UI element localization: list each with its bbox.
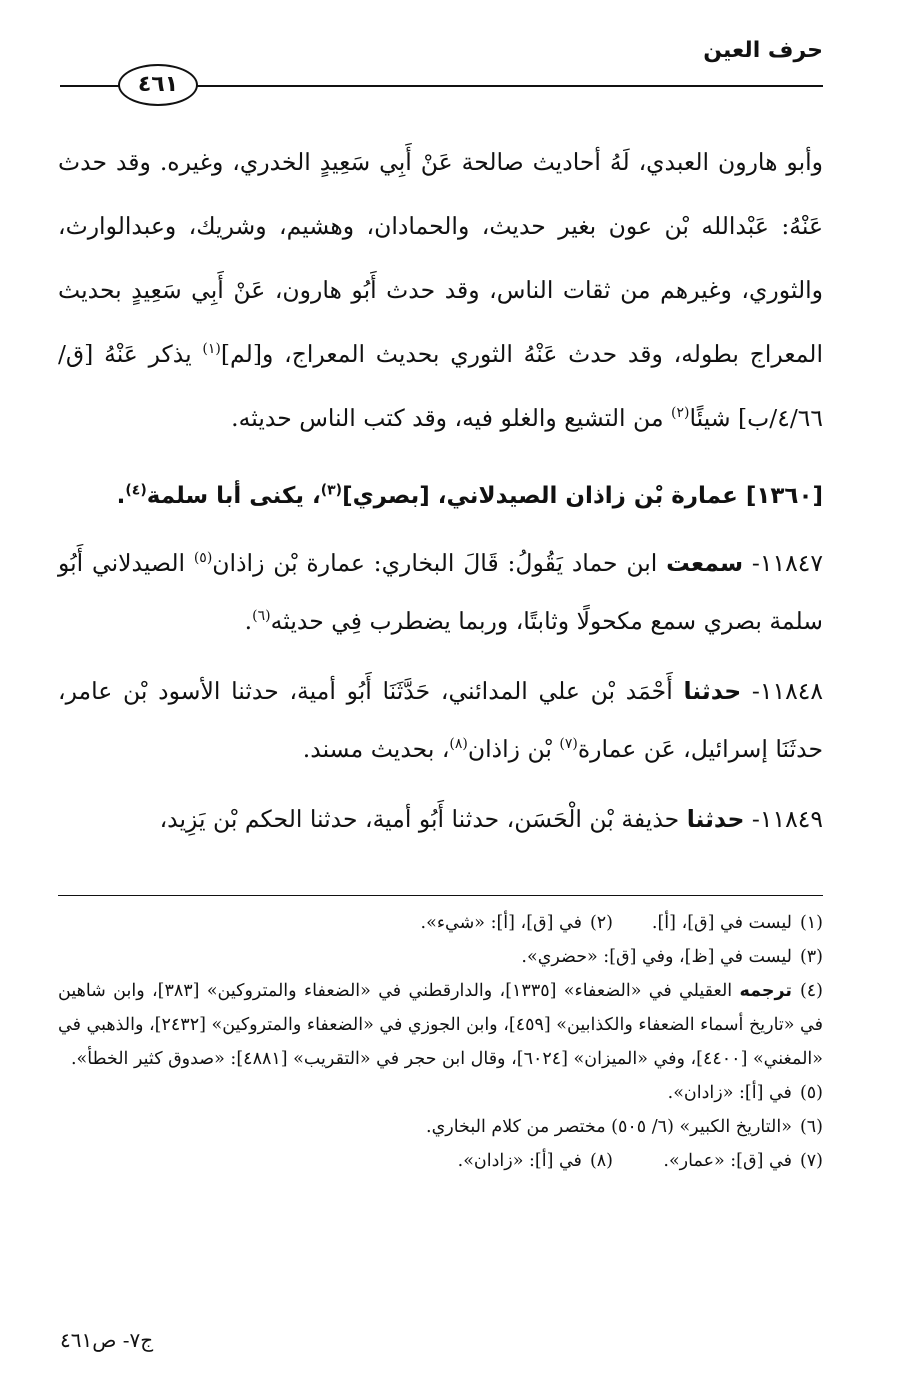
hadith-text: ابن حماد يَقُولُ: قَالَ البخاري: عمارة بْن زاذان xyxy=(212,549,667,577)
footnote-number: (١) xyxy=(799,913,823,933)
entry-heading xyxy=(58,464,823,528)
footnote-text: في [أ]: «زادان». xyxy=(667,1083,792,1103)
footnote-text: العقيلي في «الضعفاء» [١٣٣٥]، والدارقطني في «الضعفاء والمتروكين» [٣٨٣]، وابن شاهين في «تاريخ أسماء الضعفاء والكذابين» [٤٥٩]، وابن الجوزي في «الضعفاء والمتروكين» [٢٤٣٢]، والذهبي في «المغني» [٤٤٠٠]، وفي «الميزان» [٦٠٢٤]، وقال ابن حجر في «التقريب» [٤٨٨١]: «صدوق كثير الخطأ». xyxy=(58,981,824,1069)
hadith-11848 xyxy=(58,662,823,778)
footnote-number: (٧) xyxy=(799,1151,823,1171)
entry-title: [١٣٦٠] عمارة بْن زاذان الصيدلاني، [بصري] xyxy=(342,483,823,509)
footnote-4 xyxy=(58,974,823,1076)
folio-reference: ج٧- ص٤٦١ xyxy=(60,1328,154,1352)
hadith-text: الصيدلاني أَبُو سلمة بصري سمع مكحولًا وثابتًا، وربما يضطرب فِي حديثه xyxy=(58,549,823,635)
footnote-8 xyxy=(458,1144,613,1178)
footnote-ref: (٧) xyxy=(559,736,578,753)
hadith-number: ١١٨٤٧- xyxy=(743,549,823,577)
footnote-text: ليست في [ق]، [أ]. xyxy=(651,913,792,933)
footnote-ref: (٤) xyxy=(125,482,147,499)
entry-title-cont: ، يكنى أبا سلمة xyxy=(146,483,321,509)
footnote-2 xyxy=(421,906,613,940)
hadith-11849 xyxy=(58,790,823,848)
footnote-row xyxy=(58,1144,823,1178)
hadith-end: ، بحديث مسند. xyxy=(302,735,450,763)
footnote-ref: (٥) xyxy=(193,550,213,567)
footnote-3 xyxy=(58,940,823,974)
footnote-number: (٦) xyxy=(799,1117,823,1137)
footnote-ref: (١) xyxy=(202,341,221,358)
footnote-ref: (٨) xyxy=(449,736,468,753)
hadith-keyword: حدثنا xyxy=(683,677,742,705)
footnote-keyword: ترجمه xyxy=(739,981,792,1001)
hadith-number: ١١٨٤٨- xyxy=(741,677,823,705)
footnote-5 xyxy=(58,1076,823,1110)
hadith-number: ١١٨٤٩- xyxy=(744,805,823,833)
hadith-text: أَحْمَد بْن علي المدائني، حَدَّثَنَا أَبُو أمية، حدثنا الأسود بْن عامر، حدثَنَا إسرائيل، عَن عمارة xyxy=(58,677,823,763)
footnote-number: (٣) xyxy=(799,947,823,967)
footnote-ref: (٣) xyxy=(320,482,343,499)
paragraph-text: من التشيع والغلو فيه، وقد كتب الناس حديثه. xyxy=(231,404,672,432)
paragraph-narrator-note xyxy=(58,130,823,450)
hadith-end: . xyxy=(244,607,253,635)
footnote-text: في [ق]: «عمار». xyxy=(663,1151,792,1171)
paragraph-text: وأبو هارون العبدي، لَهُ أحاديث صالحة عَنْ أَبِي سَعِيدٍ الخدري، وغيره. وقد حدث عَنْهُ: عَبْدالله بْن عون بغير حديث، والحمادان، وهشيم، وشريك، وعبدالوارث، والثوري، وغيرهم من ثقات الناس، وقد حدث أَبُو هارون، عَنْ أَبِي سَعِيدٍ بحديث المعراج بطوله، وقد حدث عَنْهُ الثوري بحديث المعراج، و[لم] xyxy=(58,148,823,368)
paragraph-text: يذكر عَنْهُ [ق/٤/٦٦/ب] شيئًا xyxy=(58,340,823,432)
entry-title-end: . xyxy=(116,483,126,509)
hadith-text: بْن زاذان xyxy=(467,735,560,763)
footnote-number: (٢) xyxy=(589,913,613,933)
footnote-text: «التاريخ الكبير» (٦/ ٥٠٥) مختصر من كلام البخاري. xyxy=(426,1117,792,1137)
footnotes xyxy=(58,906,823,1178)
hadith-11847 xyxy=(58,534,823,650)
footnote-text: في [أ]: «زادان». xyxy=(457,1151,582,1171)
footnote-rule xyxy=(58,895,823,896)
footnote-text: ليست في [ظ]، وفي [ق]: «حضري». xyxy=(521,947,792,967)
footnote-ref: (٢) xyxy=(671,405,690,422)
footnote-row xyxy=(58,906,823,940)
hadith-keyword: سمعت xyxy=(666,549,744,577)
footnote-7 xyxy=(613,1144,823,1178)
hadith-text: حذيفة بْن الْحَسَن، حدثنا أَبُو أمية، حدثنا الحكم بْن يَزِيد، xyxy=(159,805,687,833)
footnote-1 xyxy=(613,906,823,940)
hadith-keyword: حدثنا xyxy=(686,805,745,833)
footnote-number: (٥) xyxy=(799,1083,823,1103)
footnote-text: في [ق]، [أ]: «شيء». xyxy=(420,913,582,933)
footnote-ref: (٦) xyxy=(252,608,271,625)
main-text xyxy=(58,130,823,848)
footnote-6 xyxy=(58,1110,823,1144)
page-number-badge: ٤٦١ xyxy=(118,64,198,106)
running-title: حرف العين xyxy=(703,38,823,63)
footnote-number: (٨) xyxy=(589,1151,613,1171)
footnote-number: (٤) xyxy=(799,981,823,1001)
